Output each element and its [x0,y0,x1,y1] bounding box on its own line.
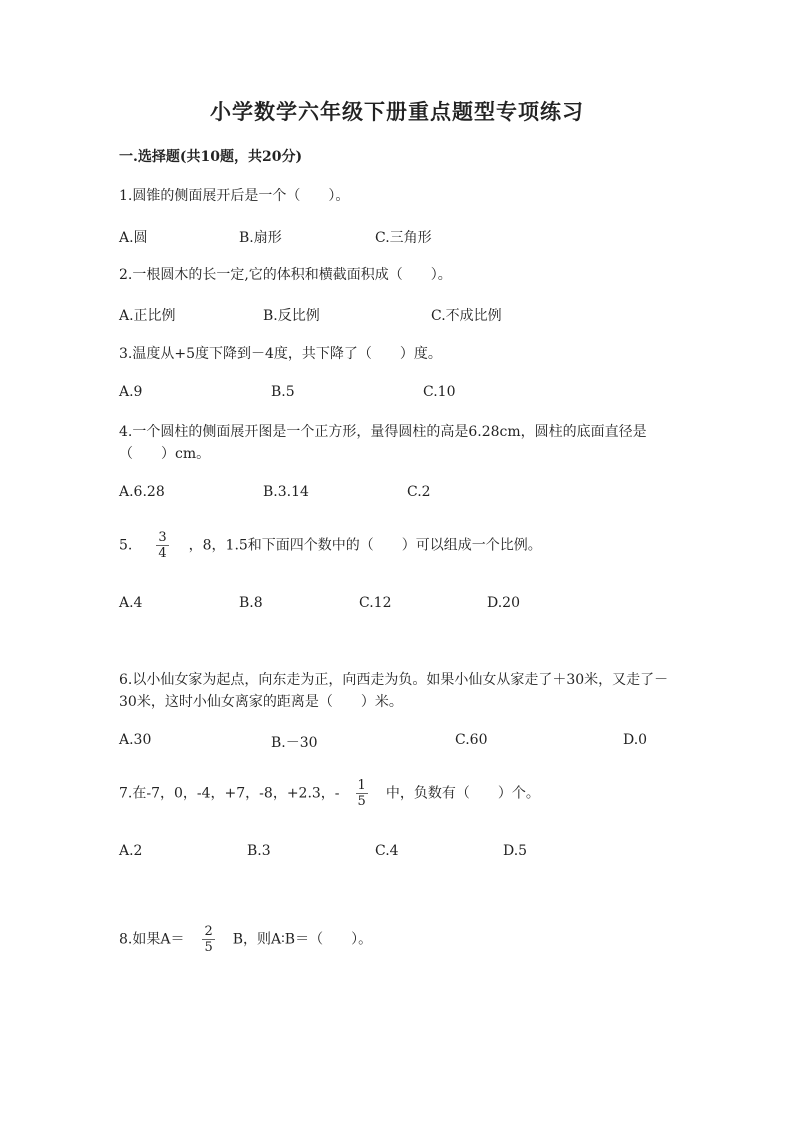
question-4-options [119,484,679,504]
option-b[interactable]: B.－30 [271,735,318,751]
question-5-options [119,595,679,615]
question-4: 4.一个圆柱的侧面展开图是一个正方形，量得圆柱的高是6.28cm，圆柱的底面直径是（ ）cm。 [119,424,647,462]
question-2-options [119,305,679,325]
option-a[interactable]: A.圆 [119,230,148,246]
option-c[interactable]: C.10 [423,384,456,400]
option-c[interactable]: C.不成比例 [431,308,502,324]
page-title: 小学数学六年级下册重点题型专项练习 [210,99,584,124]
option-c[interactable]: C.4 [375,843,399,859]
option-a[interactable]: A.30 [119,732,152,748]
option-b[interactable]: B.5 [271,384,295,400]
question-7 [119,778,540,809]
question-3-options [119,384,679,404]
option-a[interactable]: A.9 [119,384,143,400]
option-a[interactable]: A.6.28 [119,484,165,500]
option-c[interactable]: C.12 [359,595,392,611]
question-5-suffix: ，8，1.5和下面四个数中的（ ）可以组成一个比例。 [188,537,542,554]
question-1-options [119,227,679,247]
fraction-2-5: $\frac{2}{5}$ [204,924,213,955]
option-a[interactable]: A.4 [119,595,143,611]
fraction-3-4: $\frac{3}{4}$ [158,530,167,561]
question-2: 2.一根圆木的长一定,它的体积和横截面积成（ ）。 [119,267,452,283]
question-8-prefix: 8.如果A＝ [119,931,185,948]
question-7-suffix: 中，负数有（ ）个。 [385,785,540,802]
question-7-prefix: 7.在-7，0，-4，+7，-8，+2.3，- [119,785,340,802]
question-6: 6.以小仙女家为起点，向东走为正，向西走为负。如果小仙女从家走了＋30米，又走了－30米，这时小仙女离家的距离是（ ）米。 [119,672,669,710]
option-c[interactable]: C.三角形 [375,230,432,246]
question-6-options [119,732,679,752]
option-d[interactable]: D.20 [487,595,520,611]
option-b[interactable]: B.扇形 [239,230,282,246]
question-5-prefix: 5. [119,537,133,554]
fraction-1-5: $\frac{1}{5}$ [357,778,366,809]
question-3: 3.温度从+5度下降到－4度，共下降了（ ）度。 [119,346,442,362]
question-8-suffix: B，则A∶B＝（ ）。 [232,931,373,948]
option-c[interactable]: C.60 [455,732,488,748]
option-b[interactable]: B.反比例 [263,308,320,324]
option-d[interactable]: D.0 [623,732,648,748]
section-heading: 一.选择题(共10题，共20分) [119,149,303,165]
option-b[interactable]: B.8 [239,595,263,611]
question-7-options [119,843,679,863]
option-b[interactable]: B.3 [247,843,271,859]
option-b[interactable]: B.3.14 [263,484,309,500]
option-c[interactable]: C.2 [407,484,431,500]
question-1: 1.圆锥的侧面展开后是一个（ ）。 [119,188,350,204]
option-d[interactable]: D.5 [503,843,528,859]
question-5 [119,530,542,561]
option-a[interactable]: A.2 [119,843,143,859]
option-a[interactable]: A.正比例 [119,308,176,324]
question-8 [119,924,372,955]
